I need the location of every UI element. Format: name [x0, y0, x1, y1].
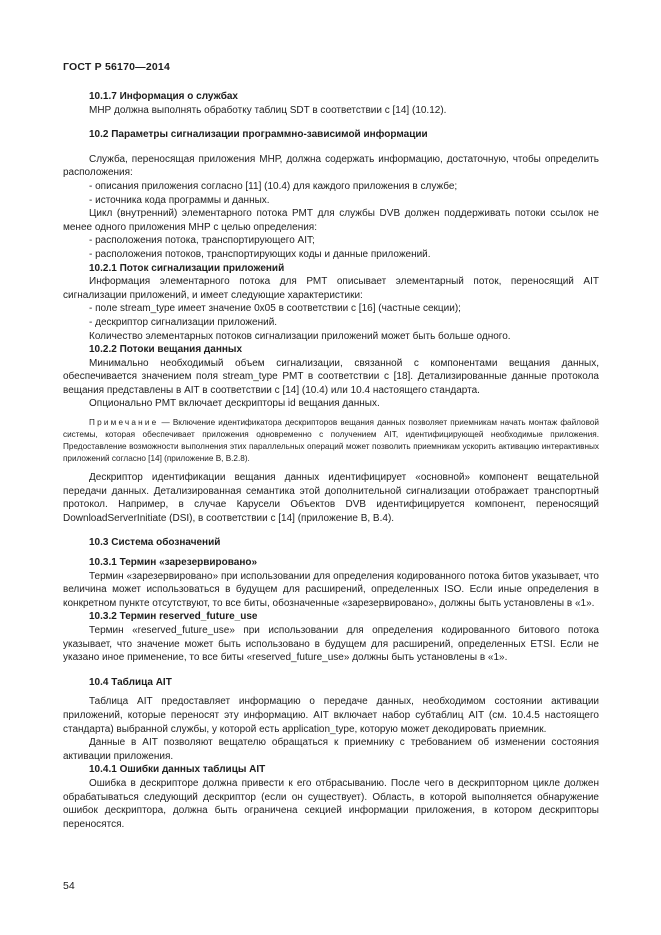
paragraph: Данные в AIT позволяют вещателю обращаться к приемнику с требованием об изменении состояния активации приложения.: [63, 737, 599, 762]
paragraph: МНР должна выполнять обработку таблиц SDT в соответствии с [14] (10.12).: [89, 104, 447, 116]
paragraph: Цикл (внутренний) элементарного потока РМТ для службы DVB должен поддерживать потоки ссылок не менее одного приложения МНР с целью определения:: [63, 208, 599, 233]
list-item: - расположения потоков, транспортирующих коды и данные приложений.: [89, 248, 599, 262]
paragraph: Термин «зарезервировано» при использовании для определения кодированного потока битов указывает, что величина может использоваться в будущем для расширений, определенных ISO. Если иные определения в конкретном пункте отсутствуют, то все биты, обозначенные «зарезервировано», должны быть установлены в «1».: [63, 570, 599, 609]
paragraph: Минимально необходимый объем сигнализации, связанной с компонентами вещания данных, обеспечивается значением поля stream_type PMT в соответствии с [18]. Детализированные данные протокола вещания представлены в AIT в соответствии с [14] (10.4) или 10.4 настоящего стандарта.: [63, 357, 599, 396]
document-body: [63, 90, 599, 831]
dash-list: [63, 302, 599, 329]
section-heading: 10.2.2 Потоки вещания данных: [89, 344, 243, 356]
spacer: [63, 665, 599, 676]
section-heading: 10.1.7 Информация о службах: [89, 91, 238, 102]
list-item: - поле stream_type имеет значение 0х05 в соответствии с [16] (частные секции);: [89, 302, 599, 316]
dash-list: [63, 234, 599, 261]
paragraph: Таблица AIT предоставляет информацию о передаче данных, необходимом состоянии активации приложений, которые переносят эту информацию. AIT включает набор субтаблиц AIT (см. 10.4.5 настоящего стандарта) выбранной службы, у которой есть application_type, которую может декодировать приемник.: [63, 696, 599, 735]
list-item: - описания приложения согласно [11] (10.4) для каждого приложения в службе;: [89, 180, 599, 194]
page-number: 54: [63, 880, 75, 892]
note-paragraph: [63, 417, 599, 465]
section-heading: 10.2 Параметры сигнализации программно-зависимой информации: [89, 129, 428, 141]
section-heading: 10.3 Система обозначений: [89, 537, 221, 549]
paragraph: Ошибка в дескрипторе должна привести к его отбрасыванию. После чего в дескрипторном цикле должен обрабатываться следующий дескриптор (если он существует). Область, в которой выполняется обнаружение ошибок дескриптора, должна быть ограничена секцией информации приложения, в котором дескрипторы переносятся.: [63, 777, 599, 830]
section-heading: 10.2.1 Поток сигнализации приложений: [89, 262, 285, 274]
paragraph: Термин «reserved_future_use» при использовании для определения кодированного битового потока указывает, что значение может быть использовано в будущем для расширений, определенных ETSI. Если не указано иное применение, то все биты «reserved_future_use» должны быть установлены в «1».: [63, 625, 599, 664]
section-heading: 10.3.1 Термин «зарезервировано»: [89, 557, 258, 569]
list-item: - источника кода программы и данных.: [89, 194, 599, 208]
spacer: [63, 117, 599, 128]
list-item: - дескриптор сигнализации приложений.: [89, 316, 599, 330]
section-heading: 10.4.1 Ошибки данных таблицы AIT: [89, 764, 266, 776]
spacer: [63, 525, 599, 536]
page-header: ГОСТ Р 56170—2014: [63, 61, 171, 73]
section-heading: 10.4 Таблица AIT: [89, 676, 172, 688]
paragraph: Опционально PMT включает дескрипторы id вещания данных.: [89, 398, 380, 410]
paragraph: Информация элементарного потока для РМТ описывает элементарный поток, переносящий AIT сигнализации приложений, и имеет следующие характеристики:: [63, 276, 599, 301]
dash-list: [63, 180, 599, 207]
paragraph: Количество элементарных потоков сигнализации приложений может быть больше одного.: [89, 330, 511, 342]
paragraph: Служба, переносящая приложения МНР, должна содержать информацию, достаточную, чтобы определить расположения:: [63, 153, 599, 179]
section-heading: 10.3.2 Термин reserved_future_use: [89, 611, 258, 623]
note-text: — Включение идентификатора дескрипторов вещания данных позволяет приемникам начать монтаж файловой системы, которая обеспечивает приложения одновременно с получением AIT, идентифицирующей необходимые приложения. Предоставление возможности выполнения этих параллельных операций может позволить приемникам ускорить активацию интерактивных приложений согласно [14] (приложение B, B.2.8).: [63, 418, 599, 464]
list-item: - расположения потока, транспортирующего AIT;: [89, 234, 599, 248]
spacer: [63, 142, 599, 153]
paragraph: Дескриптор идентификации вещания данных идентифицирует «основной» компонент вещательной передачи данных. Детализированная семантика этой дополнительной сигнализации отображает транспортный протокол. Например, в случае Карусели Объектов DVB идентифицируется компонент, переносящий DownloadServerInitiate (DSI), в соответствии с [14] (приложение B, B.4).: [63, 472, 599, 524]
note-label: Примечание: [89, 418, 159, 428]
